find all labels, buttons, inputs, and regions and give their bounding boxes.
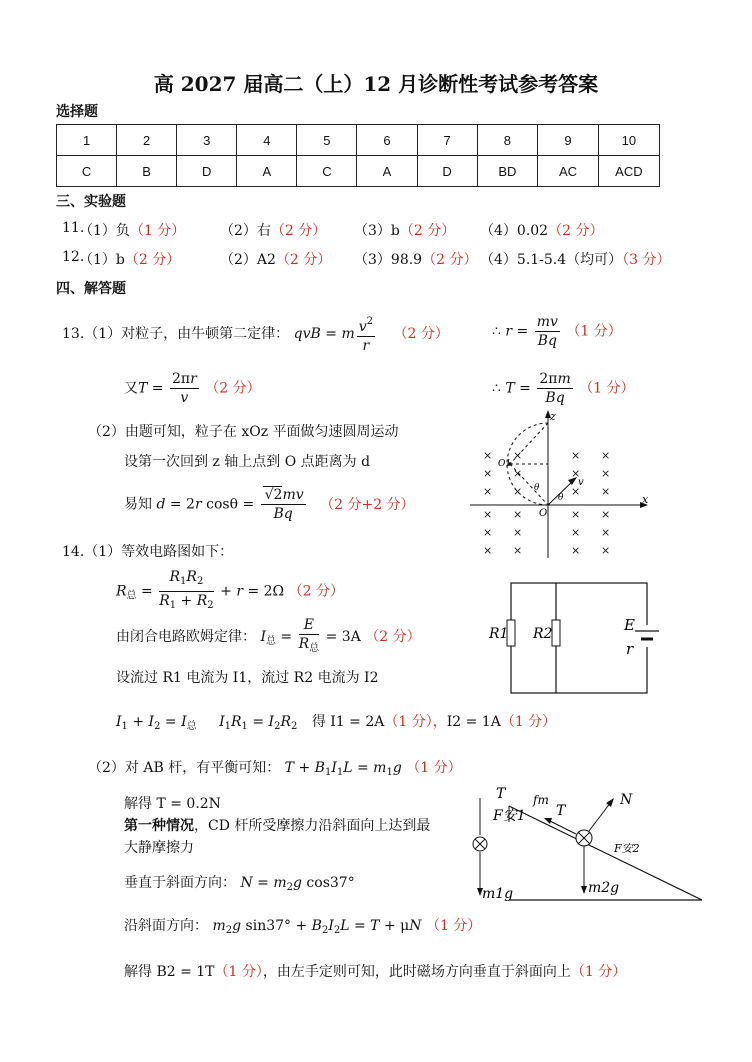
answer-cell: ACD <box>598 156 659 187</box>
origin-label: O <box>539 508 548 519</box>
answer-cell: AC <box>538 156 599 187</box>
field-cross-mark: × <box>483 485 493 498</box>
f1-label: F安1 <box>493 808 526 824</box>
q14-total-resistance: $R_总$ = $\frac{R_1R_2}{R_1 + R_2}$ + r = 2Ω （2 分） <box>116 569 344 611</box>
q14-p2-line3: 第一种情况，CD 杆所受摩擦力沿斜面向上达到最 <box>124 818 431 834</box>
q14-p2-line4: 大静摩擦力 <box>124 840 194 856</box>
answer-cell: B <box>117 156 177 187</box>
q13-p2-line2: 设第一次回到 z 轴上点到 O 点距离为 d <box>124 454 371 470</box>
q14-p2-line1: （2）对 AB 杆，有平衡可知： $T + B_1I_1L = m_1g$ （1 分） <box>88 760 462 778</box>
q11-item-3: （3）b（2 分） <box>354 223 456 239</box>
field-cross-mark: × <box>571 449 581 462</box>
z-label: z <box>550 410 556 423</box>
answer-cell: D <box>177 156 237 187</box>
q14-p2-line6: 沿斜面方向： $m_2g$ $\sin 37^\circ + B_2I_2L = T + \mu N$ （1 分） <box>124 918 482 936</box>
emf-label: E <box>624 616 635 634</box>
answer-table-number-row <box>57 125 660 156</box>
q11-item-1: （1）负（1 分） <box>79 223 186 239</box>
m2g-arrowhead <box>581 886 587 894</box>
field-cross-mark: × <box>601 449 611 462</box>
q11-item-2: （2）右（2 分） <box>220 223 327 239</box>
q11-label: 11. <box>62 220 85 236</box>
q12-item-1: （1）b（2 分） <box>79 252 181 268</box>
f2-label: F安2 <box>614 842 640 855</box>
field-cross-mark: × <box>483 526 493 539</box>
q13-line2: 又T = $\frac{2\pi r}{v}$ （2 分） <box>124 371 261 406</box>
o1-label: O1 <box>498 459 512 469</box>
page-title: 高 2027 届高二（上）12 月诊断性考试参考答案 <box>153 72 599 96</box>
q13-line1: 13.（1）对粒子，由牛顿第二定律： qvB = m $\frac{v^2}{r}$ （2 分） <box>62 313 449 355</box>
circuit-figure <box>489 575 662 700</box>
magnetic-field-figure <box>462 408 658 566</box>
field-cross-mark: × <box>571 485 581 498</box>
answer-cell: D <box>417 156 477 187</box>
question-number-cell: 8 <box>477 125 538 156</box>
q14-p2-line7: 解得 B2 = 1T（1 分），由左手定则可知，此时磁场方向垂直于斜面向上（1 分） <box>124 964 627 980</box>
answer-cell: C <box>297 156 357 187</box>
field-cross-mark: × <box>513 467 523 480</box>
q14-line1: 14.（1）等效电路图如下： <box>62 544 234 560</box>
answer-cell: A <box>237 156 297 187</box>
q13-radius: ∴ r = $\frac{mv}{Bq}$ （1 分） <box>492 314 622 349</box>
field-cross-mark: × <box>483 449 493 462</box>
friction-label: fm <box>533 793 549 807</box>
q12-item-3: （3）98.9（2 分） <box>354 252 478 268</box>
battery-gap <box>640 625 654 647</box>
field-cross-mark: × <box>601 508 611 521</box>
q11-item-4: （4）0.02（2 分） <box>480 223 604 239</box>
q14-ohm-law: 由闭合电路欧姆定律： $I_总$ = $\frac{E}{R_总}$ = 3A （2 分） <box>116 617 421 654</box>
field-cross-mark: × <box>483 508 493 521</box>
v-label: v <box>578 477 584 488</box>
field-cross-mark: × <box>513 508 523 521</box>
field-cross-mark: × <box>601 467 611 480</box>
normal-force-arrow <box>589 802 611 831</box>
field-cross-mark: × <box>483 544 493 557</box>
answer-table-answer-row <box>57 156 660 187</box>
answer-cell: A <box>357 156 417 187</box>
theta-label-2: θ <box>558 493 564 503</box>
t-label-ab: T <box>496 786 506 802</box>
q13-p2-line1: （2）由题可知，粒子在 xOz 平面做匀速圆周运动 <box>88 424 399 440</box>
question-number-cell: 6 <box>357 125 417 156</box>
question-number-cell: 2 <box>117 125 177 156</box>
field-cross-mark: × <box>571 467 581 480</box>
field-cross-mark: × <box>601 526 611 539</box>
field-cross-mark: × <box>571 544 581 557</box>
field-cross-mark: × <box>483 467 493 480</box>
q14-p2-line5: 垂直于斜面方向： $N = m_2g$ cos37° <box>124 875 355 893</box>
m2g-label: m2g <box>588 880 620 896</box>
question-number-cell: 10 <box>598 125 659 156</box>
r1-label: R1 <box>489 626 509 642</box>
r2-label: R2 <box>533 626 553 642</box>
answer-table <box>56 124 660 187</box>
field-cross-mark: × <box>513 526 523 539</box>
n-label: N <box>620 792 633 808</box>
question-number-cell: 3 <box>177 125 237 156</box>
section-choice: 选择题 <box>56 104 98 120</box>
answer-cell: C <box>57 156 117 187</box>
q14-line4: $I_1 + I_2 = I_总$ $I_1R_1 = I_2R_2$ 得 I1 = 2A（1 分），I2 = 1A（1 分） <box>116 714 557 732</box>
field-cross-mark: × <box>601 485 611 498</box>
theta-label-1: θ <box>534 483 540 493</box>
normal-force-arrowhead <box>606 798 614 807</box>
t-label-cd: T <box>556 803 566 819</box>
q13-p2-line3: 易知 d = 2r cosθ = $\frac{√2mv}{Bq}$ （2 分+2 分） <box>124 487 415 522</box>
q12-item-4: （4）5.1-5.4（均可）（3 分） <box>480 252 671 268</box>
section-solve: 四、解答题 <box>56 281 126 297</box>
section-experiment: 三、实验题 <box>56 194 126 210</box>
field-cross-mark: × <box>571 526 581 539</box>
circuit-outline <box>511 583 647 693</box>
q12-item-2: （2）A2（2 分） <box>220 252 332 268</box>
question-number-cell: 9 <box>538 125 599 156</box>
incline-figure <box>466 780 712 910</box>
question-number-cell: 1 <box>57 125 117 156</box>
question-number-cell: 4 <box>237 125 297 156</box>
field-cross-mark: × <box>601 544 611 557</box>
r2-resistor <box>552 620 560 646</box>
m1g-label: m1g <box>482 886 514 902</box>
internal-r-label: r <box>626 640 634 658</box>
field-cross-mark: × <box>571 508 581 521</box>
q13-period: ∴ T = $\frac{2\pi m}{Bq}$ （1 分） <box>492 371 635 406</box>
answer-cell: BD <box>477 156 538 187</box>
question-number-cell: 7 <box>417 125 477 156</box>
field-cross-mark: × <box>513 544 523 557</box>
question-number-cell: 5 <box>297 125 357 156</box>
q14-line3: 设流过 R1 电流为 I1，流过 R2 电流为 I2 <box>116 670 379 686</box>
x-label: x <box>642 493 649 506</box>
q12-label: 12. <box>62 249 85 265</box>
field-cross-mark: × <box>513 485 523 498</box>
q14-p2-line2: 解得 T = 0.2N <box>124 796 221 812</box>
field-cross-mark: × <box>513 449 523 462</box>
